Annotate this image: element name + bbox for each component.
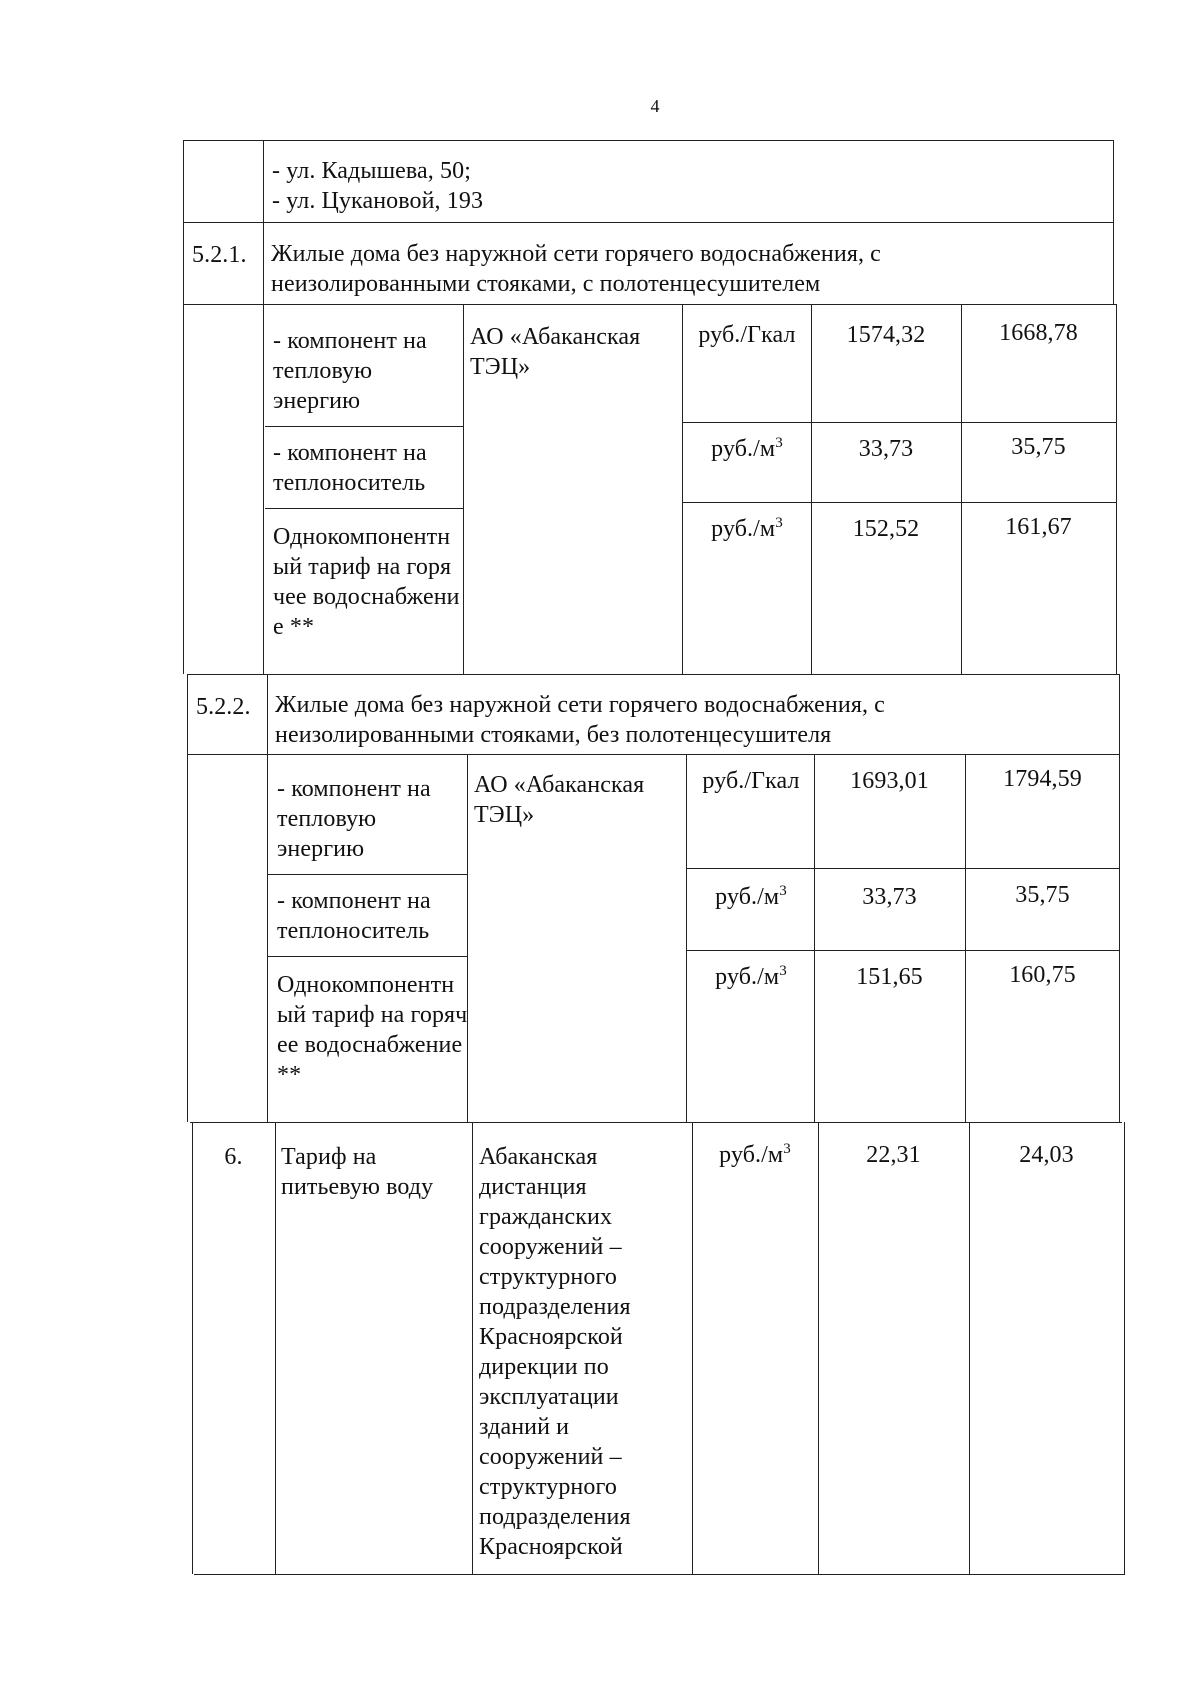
tariff-component-name: - компонент на тепловую энергию — [277, 776, 431, 862]
row-divider — [183, 222, 1113, 223]
table-border-left — [183, 140, 184, 674]
column-divider — [682, 304, 683, 674]
unit-exponent: 3 — [775, 435, 783, 451]
table-border-right — [1113, 140, 1114, 304]
row-divider — [190, 1122, 1122, 1123]
tariff-value-1: 1574,32 — [846, 322, 926, 348]
table-border-left — [192, 1122, 193, 1574]
section-title: Жилые дома без наружной сети горячего водоснабжения, с неизолированными стояками, без полотенцесушителя — [275, 692, 885, 748]
address-line: - ул. Кадышева, 50; — [272, 158, 471, 184]
tariff-component-name: - компонент на тепловую энергию — [273, 328, 427, 414]
tariff-value-2: 35,75 — [1011, 434, 1066, 460]
tariff-value-1: 1693,01 — [850, 768, 929, 794]
row-divider — [686, 868, 1120, 869]
unit-exponent: 3 — [779, 963, 787, 979]
row-divider — [265, 508, 463, 509]
row-divider — [187, 674, 1119, 675]
tariff-value-1: 22,31 — [866, 1142, 921, 1168]
unit-base: руб./Гкал — [702, 768, 800, 794]
section-number: 5.2.2. — [196, 694, 251, 720]
tariff-unit — [686, 766, 816, 796]
tariff-component-name: - компонент на теплоноситель — [277, 888, 431, 944]
address-line: - ул. Цукановой, 193 — [272, 188, 484, 214]
row-divider — [682, 502, 1116, 503]
tariff-table — [0, 140, 1200, 1580]
column-divider — [472, 1122, 473, 1574]
tariff-value-2: 161,67 — [1005, 514, 1072, 540]
tariff-value-2: 35,75 — [1015, 882, 1070, 908]
section-number: 5.2.1. — [192, 242, 247, 268]
unit-base: руб./м — [715, 964, 780, 990]
section-title: Жилые дома без наружной сети горячего водоснабжения, с неизолированными стояками, с полотенцесушителем — [271, 241, 881, 297]
column-divider — [969, 1122, 970, 1574]
organization-name: АО «Абаканская ТЭЦ» — [474, 772, 645, 828]
tariff-component-name: Однокомпонентный тариф на горячее водоснабжение ** — [273, 524, 460, 640]
column-divider — [463, 304, 464, 674]
tariff-value-1: 33,73 — [862, 884, 917, 910]
unit-base: руб./м — [711, 436, 776, 462]
tariff-value-2: 1794,59 — [1003, 766, 1082, 792]
tariff-value-2: 24,03 — [1019, 1142, 1074, 1168]
tariff-component-name: Однокомпонентный тариф на горячее водоснабжение ** — [277, 972, 468, 1088]
table-border-bottom — [194, 1574, 1125, 1575]
table-border-top — [183, 140, 1113, 141]
column-divider — [818, 1122, 819, 1574]
column-divider — [814, 754, 815, 1122]
table-border-right — [1124, 1122, 1125, 1574]
tariff-unit — [682, 434, 812, 464]
row-divider — [267, 956, 467, 957]
column-divider — [275, 1122, 276, 1574]
column-divider — [263, 140, 264, 674]
row-divider — [682, 422, 1116, 423]
tariff-value-1: 33,73 — [858, 436, 914, 462]
item-name: Тариф на питьевую воду — [281, 1144, 434, 1200]
column-divider — [686, 754, 687, 1122]
organization-name: Абаканская дистанция гражданских сооружений – структурного подразделения Красноярской дирекции по эксплуатации зданий и сооружений – структурного подразделения Красноярской — [479, 1144, 631, 1560]
unit-base: руб./м — [719, 1142, 784, 1168]
unit-base: руб./Гкал — [698, 322, 796, 348]
row-divider — [267, 874, 467, 875]
row-divider — [265, 426, 463, 427]
unit-exponent: 3 — [783, 1141, 791, 1157]
tariff-unit — [692, 1140, 818, 1170]
unit-exponent: 3 — [775, 515, 783, 531]
tariff-value-2: 160,75 — [1009, 962, 1076, 988]
unit-base: руб./м — [711, 516, 776, 542]
column-divider — [961, 304, 962, 674]
tariff-value-1: 151,65 — [856, 964, 923, 990]
tariff-unit — [686, 962, 816, 992]
organization-name: АО «Абаканская ТЭЦ» — [470, 324, 641, 380]
column-divider — [692, 1122, 693, 1574]
item-number: 6. — [224, 1144, 243, 1170]
tariff-unit — [686, 882, 816, 912]
column-divider — [965, 754, 966, 1122]
unit-base: руб./м — [715, 884, 780, 910]
tariff-value-2: 1668,78 — [999, 320, 1078, 346]
tariff-component-name: - компонент на теплоноситель — [273, 440, 427, 496]
column-divider — [267, 674, 268, 1122]
table-border-right — [1116, 304, 1117, 674]
page-number: 4 — [650, 96, 660, 116]
tariff-value-1: 152,52 — [852, 516, 920, 542]
row-divider — [686, 950, 1120, 951]
tariff-unit — [682, 514, 812, 544]
unit-exponent: 3 — [779, 883, 787, 899]
row-divider — [183, 304, 1116, 305]
row-divider — [187, 754, 1119, 755]
column-divider — [811, 304, 812, 674]
table-border-left — [187, 674, 188, 1122]
tariff-unit — [682, 320, 812, 350]
